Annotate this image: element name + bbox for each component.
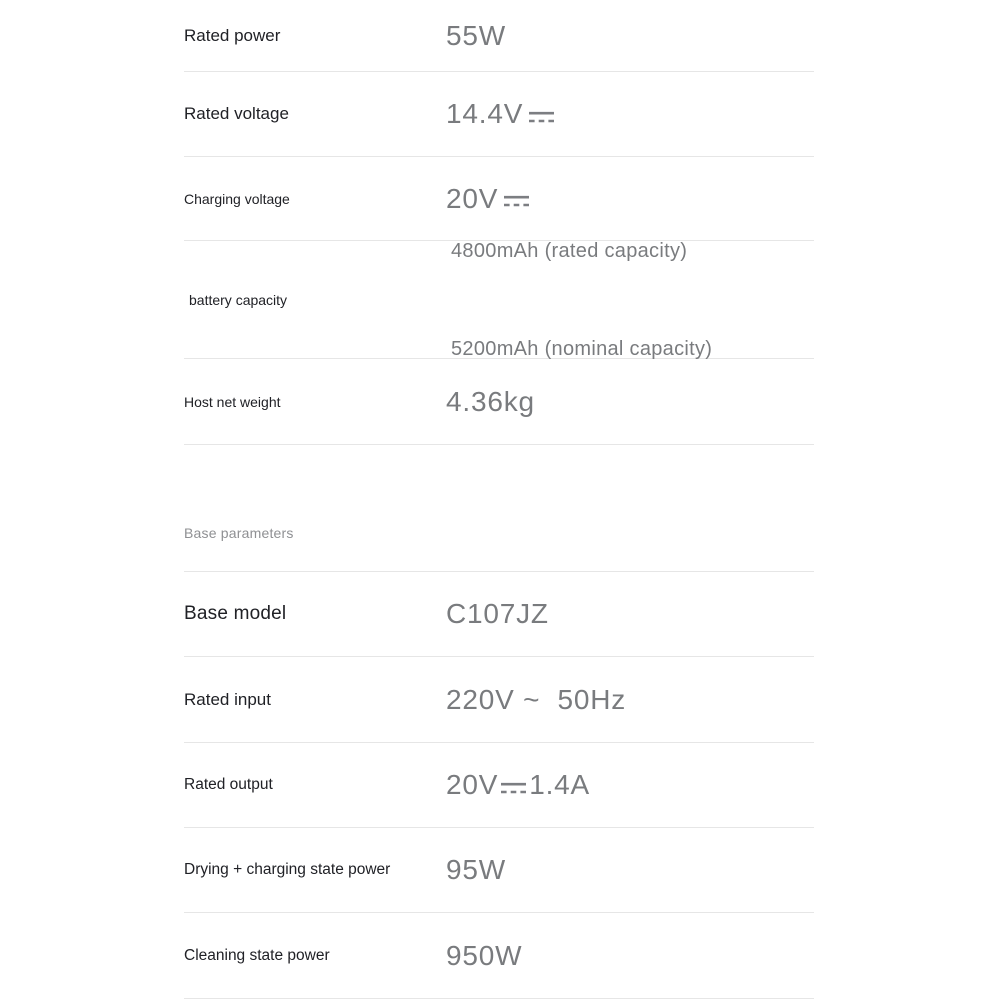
row-value-text: 55W xyxy=(446,19,506,51)
dc-current-icon xyxy=(528,111,555,124)
row-value xyxy=(446,598,814,630)
battery-capacity-nominal: 5200mAh (nominal capacity) xyxy=(451,337,713,360)
row-value-text: 14.4V xyxy=(446,98,524,129)
row-value-text: C107JZ xyxy=(446,598,549,629)
section-base-parameters xyxy=(184,445,814,572)
row-value xyxy=(446,940,814,972)
spec-row-cleaning-power xyxy=(184,913,814,999)
row-value-text: 4.36kg xyxy=(446,385,535,417)
row-value xyxy=(446,684,814,716)
row-value-text: 1.4A xyxy=(529,769,591,800)
row-value-text: 20V xyxy=(446,182,499,214)
battery-capacity-rated: 4800mAh (rated capacity) xyxy=(451,239,688,262)
row-value xyxy=(446,769,814,801)
spec-row-battery-capacity xyxy=(184,241,814,359)
spec-row-rated-power xyxy=(184,0,814,72)
row-value xyxy=(446,98,814,130)
dc-current-icon xyxy=(503,195,530,208)
row-value xyxy=(446,854,814,886)
row-value-text: 95W xyxy=(446,854,506,885)
row-label: battery capacity xyxy=(189,291,288,308)
spec-row-rated-output xyxy=(184,743,814,828)
row-value-text: 950W xyxy=(446,939,523,971)
row-label: Drying + charging state power xyxy=(184,861,391,878)
spec-row-base-model xyxy=(184,572,814,657)
row-label: Cleaning state power xyxy=(184,946,330,964)
row-value-text: 20V xyxy=(446,769,499,800)
spec-table xyxy=(184,0,814,999)
section-title: Base parameters xyxy=(184,525,294,541)
spec-row-rated-voltage xyxy=(184,72,814,157)
row-value xyxy=(446,386,814,418)
row-label: Charging voltage xyxy=(184,190,290,207)
row-label: Rated voltage xyxy=(184,104,289,123)
row-label: Rated output xyxy=(184,776,273,793)
spec-row-drying-charging-power xyxy=(184,828,814,913)
row-value-text: 220V ~ 50Hz xyxy=(446,683,627,715)
row-value xyxy=(446,20,814,52)
dc-current-icon xyxy=(500,782,527,795)
row-label: Rated input xyxy=(184,689,271,709)
spec-row-rated-input xyxy=(184,657,814,743)
row-label: Base model xyxy=(184,603,287,624)
row-label: Rated power xyxy=(184,25,281,45)
row-label: Host net weight xyxy=(184,393,281,410)
